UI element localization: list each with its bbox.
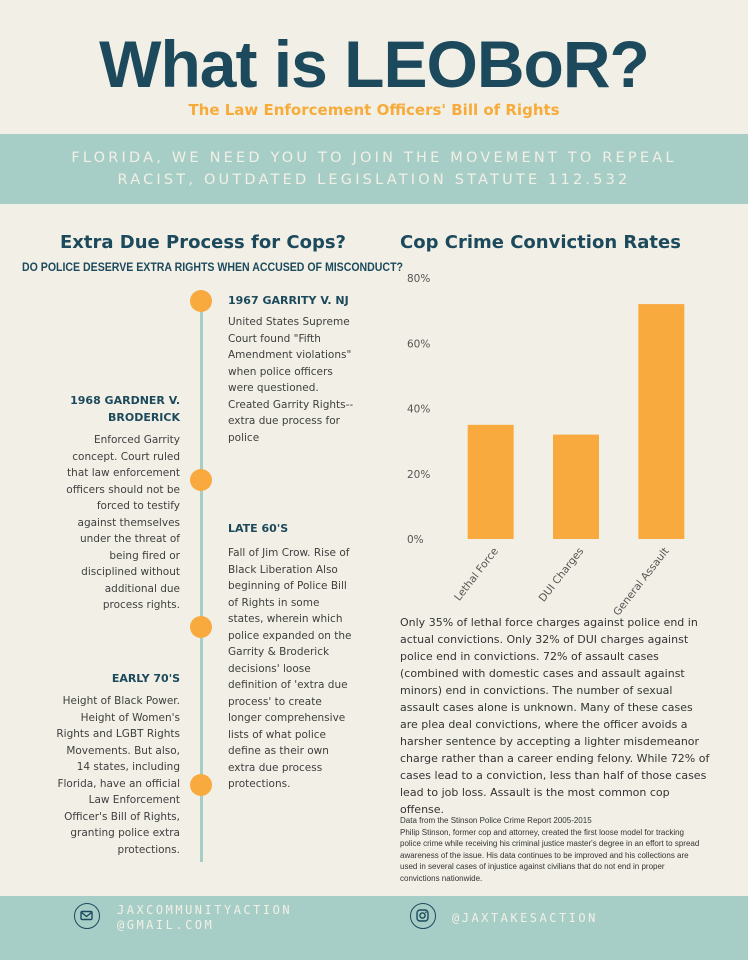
y-tick-label: 40%: [407, 403, 431, 416]
email-line-2: @GMAIL.COM: [117, 918, 215, 932]
x-tick-label: DUI Charges: [536, 545, 587, 605]
mail-icon[interactable]: [74, 903, 100, 929]
event-title-late-60s: LATE 60'S: [228, 522, 289, 535]
event-text-1967: United States Supreme Court found "Fifth Amendment violations" when police officers were questioned. Created Garrity Rights--extra due process for police: [228, 316, 354, 444]
banner-line-2: RACIST, OUTDATED LEGISLATION STATUTE 112.532: [117, 172, 631, 188]
due-process-heading: Extra Due Process for Cops?: [60, 232, 346, 253]
email-line-1: JAXCOMMUNITYACTION: [117, 903, 293, 917]
timeline-dot-1967: [190, 290, 212, 312]
timeline-dot-late-60s: [190, 616, 212, 638]
banner-line-1: FLORIDA, WE NEED YOU TO JOIN THE MOVEMENT TO REPEAL: [71, 150, 677, 166]
page-subtitle: The Law Enforcement Officers' Bill of Rights: [188, 101, 560, 119]
event-text-late-60s: Fall of Jim Crow. Rise of Black Liberation Also beginning of Police Bill of Rights in some states, wherein which police expanded on the Garrity & Broderick decisions' loose definition of 'extra due process' to create longer comprehensive lists of what police define as their own extra due process protections.: [228, 547, 352, 790]
conviction-summary: Only 35% of lethal force charges against police end in actual convictions. Only 32% of DUI charges against police end in convictions. 72% of assault cases (combined with domestic cases and assault against minors) end in convictions. The number of sexual assault cases alone is unknown. Many of these cases are plea deal convictions, where the officer avoids a harsher sentence by accepting a lighter misdemeanor charge rather than a career ending felony. While 72% of cases lead to a conviction, less than half of those cases lead to job loss. Assault is the most common cop offense.: [400, 616, 710, 816]
page-title: What is LEOBoR?: [99, 27, 649, 101]
instagram-handle[interactable]: @JAXTAKESACTION: [452, 911, 598, 925]
bar-dui-charges: [553, 435, 599, 539]
email-contact[interactable]: [117, 903, 292, 933]
bar-lethal-force: [468, 425, 514, 539]
event-title-early-70s: EARLY 70'S: [111, 672, 180, 685]
event-text-1968: Enforced Garrity concept. Court ruled that law enforcement officers should not be forced to testify against themselves under the threat of being fired or disciplined without additional due process rights.: [66, 434, 180, 611]
source-description: Philip Stinson, former cop and attorney, created the first loose model for tracking police crime while receiving his criminal justice master's degree in an effort to spread awareness of the issue. His data continues to be improved and his collections are used in several cases of injustice against civilians that do not end in proper convictions nationwide.: [400, 827, 700, 883]
data-source-note: [400, 815, 700, 884]
event-text-early-70s: Height of Black Power. Height of Women's Rights and LGBT Rights Movements. But also, 14 states, including Florida, have an official Law Enforcement Officer's Bill of Rights, granting police extra protections.: [56, 695, 180, 856]
event-title-1968: 1968 GARDNER V. BRODERICK: [70, 394, 180, 424]
y-tick-label: 60%: [407, 338, 431, 351]
y-tick-label: 0%: [407, 534, 424, 546]
conviction-rates-chart: [394, 268, 714, 618]
y-tick-label: 80%: [407, 273, 431, 285]
chart-svg: [394, 268, 714, 618]
y-tick-label: 20%: [407, 468, 431, 481]
due-process-question: DO POLICE DESERVE EXTRA RIGHTS WHEN ACCUSED OF MISCONDUCT?: [22, 260, 403, 274]
x-tick-label: General Assault: [611, 545, 672, 618]
timeline-dot-1968: [190, 469, 212, 491]
source-line: Data from the Stinson Police Crime Report 2005-2015: [400, 816, 592, 825]
timeline-dot-early-70s: [190, 774, 212, 796]
bar-general-assault: [638, 304, 684, 539]
footer: [0, 896, 748, 960]
conviction-rates-heading: Cop Crime Conviction Rates: [400, 232, 681, 253]
instagram-icon[interactable]: [410, 903, 436, 929]
x-tick-label: Lethal Force: [452, 545, 502, 604]
call-to-action-banner: [0, 134, 748, 204]
event-title-1967: 1967 GARRITY V. NJ: [228, 294, 349, 307]
